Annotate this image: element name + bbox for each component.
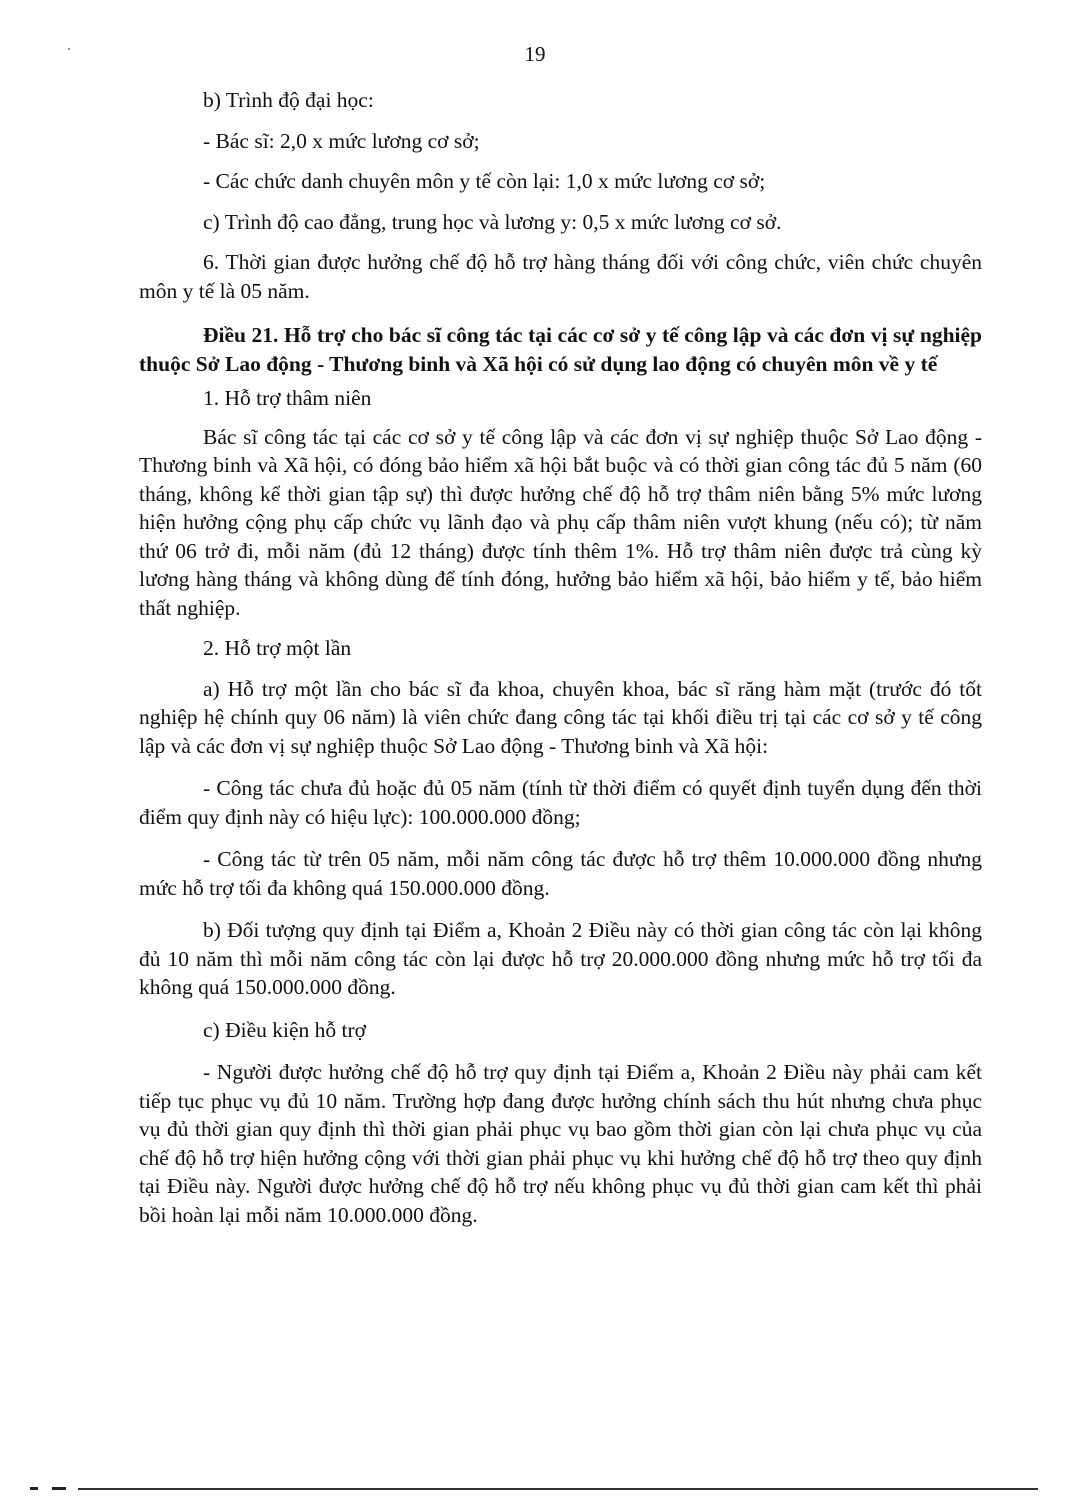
- document-body: [139, 86, 982, 1229]
- paragraph-conditions-body: - Người được hưởng chế độ hỗ trợ quy định tại Điểm a, Khoản 2 Điều này phải cam kết tiếp tục phục vụ đủ 10 năm. Trường hợp đang được hưởng chính sách thu hút nhưng chưa phục vụ đủ thời gian quy định thì thời gian phải phục vụ bao gồm thời gian còn lại chưa phục vụ của chế độ hỗ trợ hiện hưởng cộng với thời gian phải phục vụ khi hưởng chế độ hỗ trợ theo quy định tại Điều này. Người được hưởng chế độ hỗ trợ nếu không phục vụ đủ thời gian cam kết thì phải bồi hoàn lại mỗi năm 10.000.000 đồng.: [139, 1060, 982, 1227]
- footer-dash: [52, 1487, 66, 1490]
- paragraph-support-duration: 6. Thời gian được hưởng chế độ hỗ trợ hàng tháng đối với công chức, viên chức chuyên môn y tế là 05 năm.: [139, 250, 982, 303]
- paragraph-one-time-support-title: 2. Hỗ trợ một lần: [203, 636, 352, 660]
- paragraph-seniority-support-body: Bác sĩ công tác tại các cơ sở y tế công lập và các đơn vị sự nghiệp thuộc Sở Lao động - Thương binh và Xã hội, có đóng bảo hiểm xã hội bắt buộc và có thời gian công tác đủ 5 năm (60 tháng, không kể thời gian tập sự) thì được hưởng chế độ hỗ trợ thâm niên bằng 5% mức lương hiện hưởng cộng phụ cấp chức vụ lãnh đạo và phụ cấp thâm niên vượt khung (nếu có); từ năm thứ 06 trở đi, mỗi năm (đủ 12 tháng) được tính thêm 1%. Hỗ trợ thâm niên được trả cùng kỳ lương hàng tháng và không dùng để tính đóng, hưởng bảo hiểm xã hội, bảo hiểm y tế, bảo hiểm thất nghiệp.: [139, 424, 982, 620]
- paragraph-conditions-title: c) Điều kiện hỗ trợ: [203, 1017, 367, 1042]
- paragraph-under-5-years: - Công tác chưa đủ hoặc đủ 05 năm (tính từ thời điểm có quyết định tuyển dụng đến thời điểm quy định này có hiệu lực): 100.000.000 đồng;: [139, 776, 982, 829]
- paragraph-trinh-do-dai-hoc: b) Trình độ đại học:: [203, 88, 374, 112]
- paragraph-seniority-support-title: 1. Hỗ trợ thâm niên: [203, 386, 372, 410]
- paragraph-college-level-salary: c) Trình độ cao đẳng, trung học và lương y: 0,5 x mức lương cơ sở.: [203, 209, 782, 234]
- footer-dash: [30, 1487, 38, 1490]
- article-21-heading: Điều 21. Hỗ trợ cho bác sĩ công tác tại các cơ sở y tế công lập và các đơn vị sự nghiệp thuộc Sở Lao động - Thương binh và Xã hội có sử dụng lao động có chuyên môn về y tế: [139, 323, 982, 376]
- paragraph-other-titles-salary: - Các chức danh chuyên môn y tế còn lại: 1,0 x mức lương cơ sở;: [203, 169, 766, 193]
- footer-rule: [78, 1488, 1038, 1490]
- paragraph-one-time-support-b: b) Đối tượng quy định tại Điểm a, Khoản 2 Điều này có thời gian công tác còn lại không đủ 10 năm thì mỗi năm công tác còn lại được hỗ trợ 20.000.000 đồng nhưng mức hỗ trợ tối đa không quá 150.000.000 đồng.: [139, 918, 982, 999]
- page-number: 19: [524, 42, 546, 66]
- paragraph-over-5-years: - Công tác từ trên 05 năm, mỗi năm công tác được hỗ trợ thêm 10.000.000 đồng nhưng mức hỗ trợ tối đa không quá 150.000.000 đồng.: [139, 847, 982, 900]
- paragraph-one-time-support-a: a) Hỗ trợ một lần cho bác sĩ đa khoa, chuyên khoa, bác sĩ răng hàm mặt (trước đó tốt nghiệp hệ chính quy 06 năm) là viên chức đang công tác tại khối điều trị tại các cơ sở y tế công lập và các đơn vị sự nghiệp thuộc Sở Lao động - Thương binh và Xã hội:: [139, 676, 982, 758]
- paragraph-bac-si-salary: - Bác sĩ: 2,0 x mức lương cơ sở;: [203, 128, 480, 153]
